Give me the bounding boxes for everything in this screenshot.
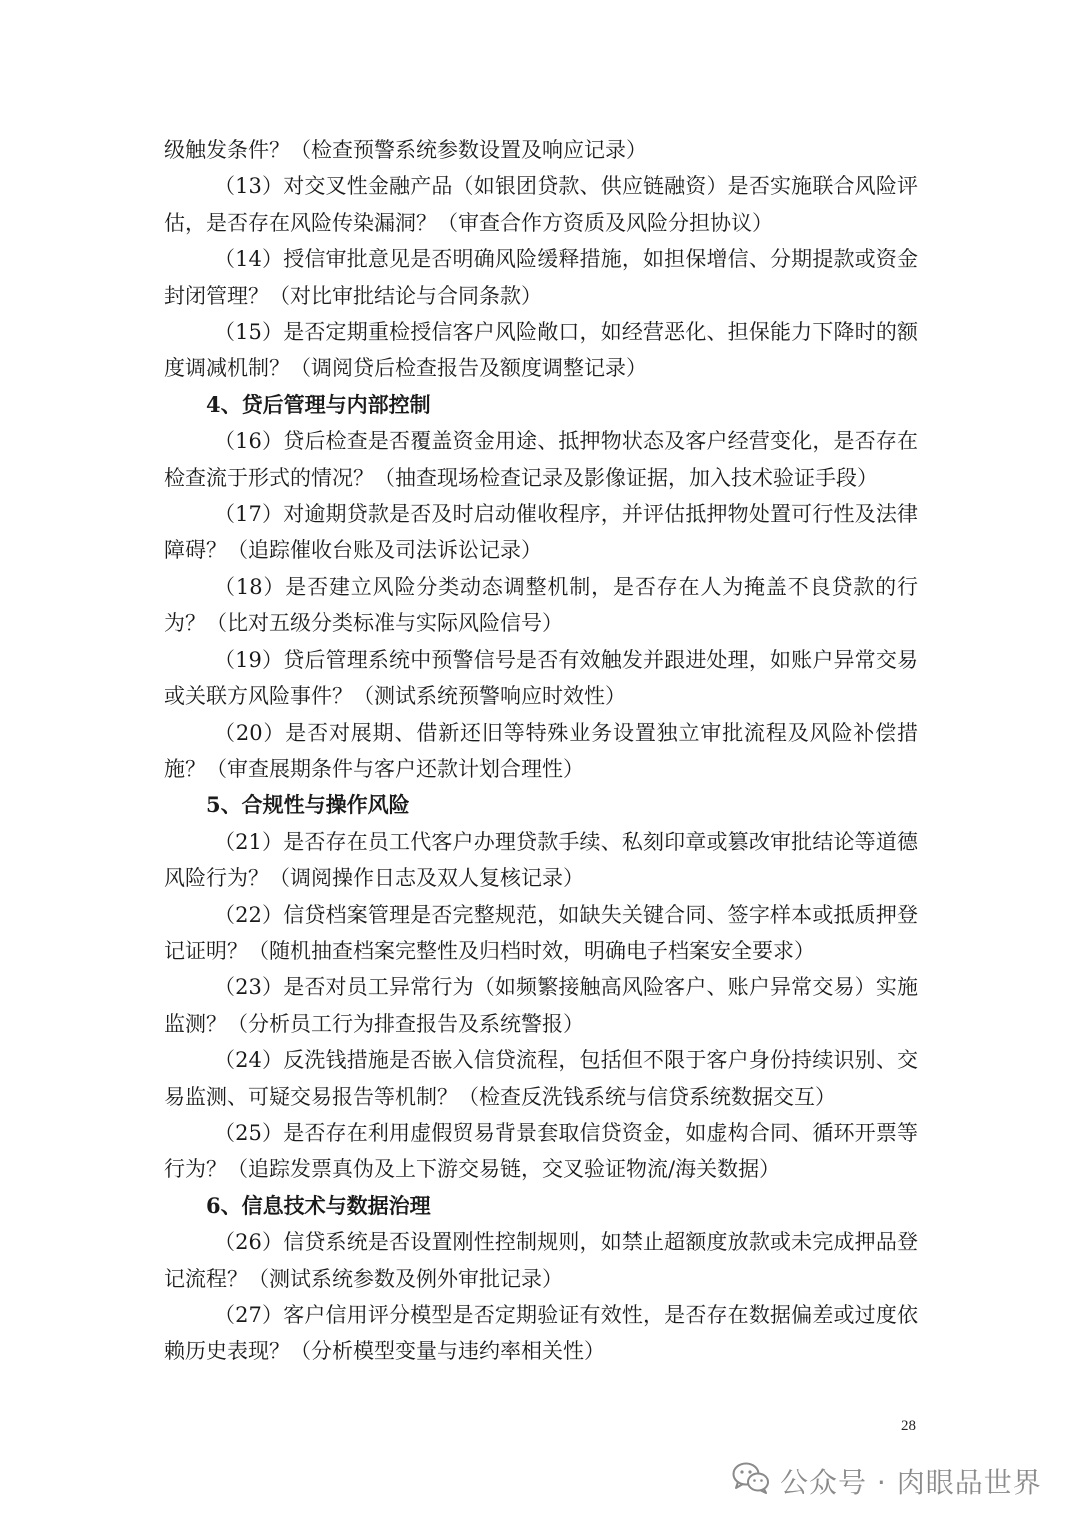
- checklist-item-22: （22）信贷档案管理是否完整规范，如缺失关键合同、签字样本或抵质押登记证明？（随机抽查档案完整性及归档时效，明确电子档案安全要求）: [164, 902, 918, 963]
- checklist-item-27: （27）客户信用评分模型是否定期验证有效性，是否存在数据偏差或过度依赖历史表现？（分析模型变量与违约率相关性）: [164, 1303, 918, 1364]
- checklist-item-18: （18）是否建立风险分类动态调整机制，是否存在人为掩盖不良贷款的行为？（比对五级分类标准与实际风险信号）: [164, 574, 918, 636]
- checklist-item-19: （19）贷后管理系统中预警信号是否有效触发并跟进处理，如账户异常交易或关联方风险事件？（测试系统预警响应时效性）: [164, 647, 918, 709]
- page-number: 28: [901, 1418, 916, 1434]
- checklist-item-21: （21）是否存在员工代客户办理贷款手续、私刻印章或篡改审批结论等道德风险行为？（调阅操作日志及双人复核记录）: [164, 829, 918, 891]
- watermark: [732, 1458, 1042, 1504]
- paragraph-continuation: 级触发条件？（检查预警系统参数设置及响应记录）: [164, 138, 647, 162]
- checklist-item-25: （25）是否存在利用虚假贸易背景套取信贷资金，如虚构合同、循环开票等行为？（追踪发票真伪及上下游交易链，交叉验证物流/海关数据）: [164, 1120, 918, 1182]
- section-heading-4: 4、贷后管理与内部控制: [206, 391, 431, 417]
- checklist-item-17: （17）对逾期贷款是否及时启动催收程序，并评估抵押物处置可行性及法律障碍？（追踪催收台账及司法诉讼记录）: [164, 502, 918, 563]
- section-heading-5: 5、合规性与操作风险: [206, 792, 410, 818]
- checklist-item-24: （24）反洗钱措施是否嵌入信贷流程，包括但不限于客户身份持续识别、交易监测、可疑交易报告等机制？（检查反洗钱系统与信贷系统数据交互）: [164, 1048, 918, 1109]
- checklist-item-26: （26）信贷系统是否设置刚性控制规则，如禁止超额度放款或未完成押品登记流程？（测试系统参数及例外审批记录）: [164, 1230, 918, 1291]
- checklist-item-14: （14）授信审批意见是否明确风险缓释措施，如担保增信、分期提款或资金封闭管理？（对比审批结论与合同条款）: [164, 247, 918, 308]
- checklist-item-20: （20）是否对展期、借新还旧等特殊业务设置独立审批流程及风险补偿措施？（审查展期条件与客户还款计划合理性）: [164, 720, 918, 781]
- section-heading-6: 6、信息技术与数据治理: [206, 1192, 431, 1218]
- checklist-item-13: （13）对交叉性金融产品（如银团贷款、供应链融资）是否实施联合风险评估，是否存在风险传染漏洞？（审查合作方资质及风险分担协议）: [164, 174, 918, 235]
- document-body: [164, 132, 918, 1370]
- checklist-item-16: （16）贷后检查是否覆盖资金用途、抵押物状态及客户经营变化，是否存在检查流于形式的情况？（抽查现场检查记录及影像证据，加入技术验证手段）: [164, 429, 918, 490]
- watermark-text: 公众号 · 肉眼品世界: [780, 1466, 1042, 1499]
- wechat-icon: [732, 1462, 780, 1501]
- checklist-item-23: （23）是否对员工异常行为（如频繁接触高风险客户、账户异常交易）实施监测？（分析员工行为排查报告及系统警报）: [164, 975, 918, 1036]
- checklist-item-15: （15）是否定期重检授信客户风险敞口，如经营恶化、担保能力下降时的额度调减机制？（调阅贷后检查报告及额度调整记录）: [164, 320, 918, 381]
